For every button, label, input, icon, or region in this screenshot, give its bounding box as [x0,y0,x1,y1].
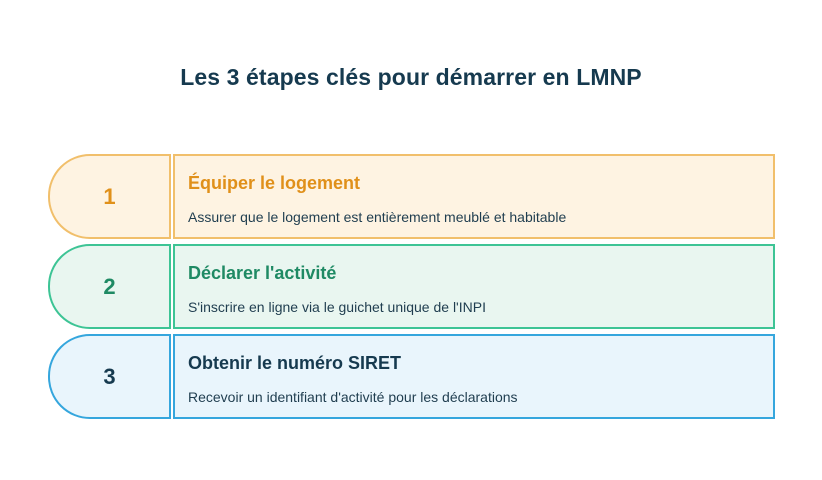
diagram-title: Les 3 étapes clés pour démarrer en LMNP [180,64,642,90]
step-3-card [173,334,775,419]
step-1 [48,154,775,239]
steps-list [48,154,775,424]
step-3-number-badge: 3 [48,334,171,419]
step-2 [48,244,775,329]
step-1-description: Assurer que le logement est entièrement meublé et habitable [188,209,567,225]
step-1-card [173,154,775,239]
step-2-description: S'inscrire en ligne via le guichet unique de l'INPI [188,299,486,315]
step-1-number-badge: 1 [48,154,171,239]
step-2-card [173,244,775,329]
step-2-number-badge: 2 [48,244,171,329]
step-2-title: Déclarer l'activité [188,263,337,283]
step-3-description: Recevoir un identifiant d'activité pour les déclarations [188,389,518,405]
step-3-title: Obtenir le numéro SIRET [188,353,402,373]
step-3 [48,334,775,419]
step-1-title: Équiper le logement [188,173,361,193]
